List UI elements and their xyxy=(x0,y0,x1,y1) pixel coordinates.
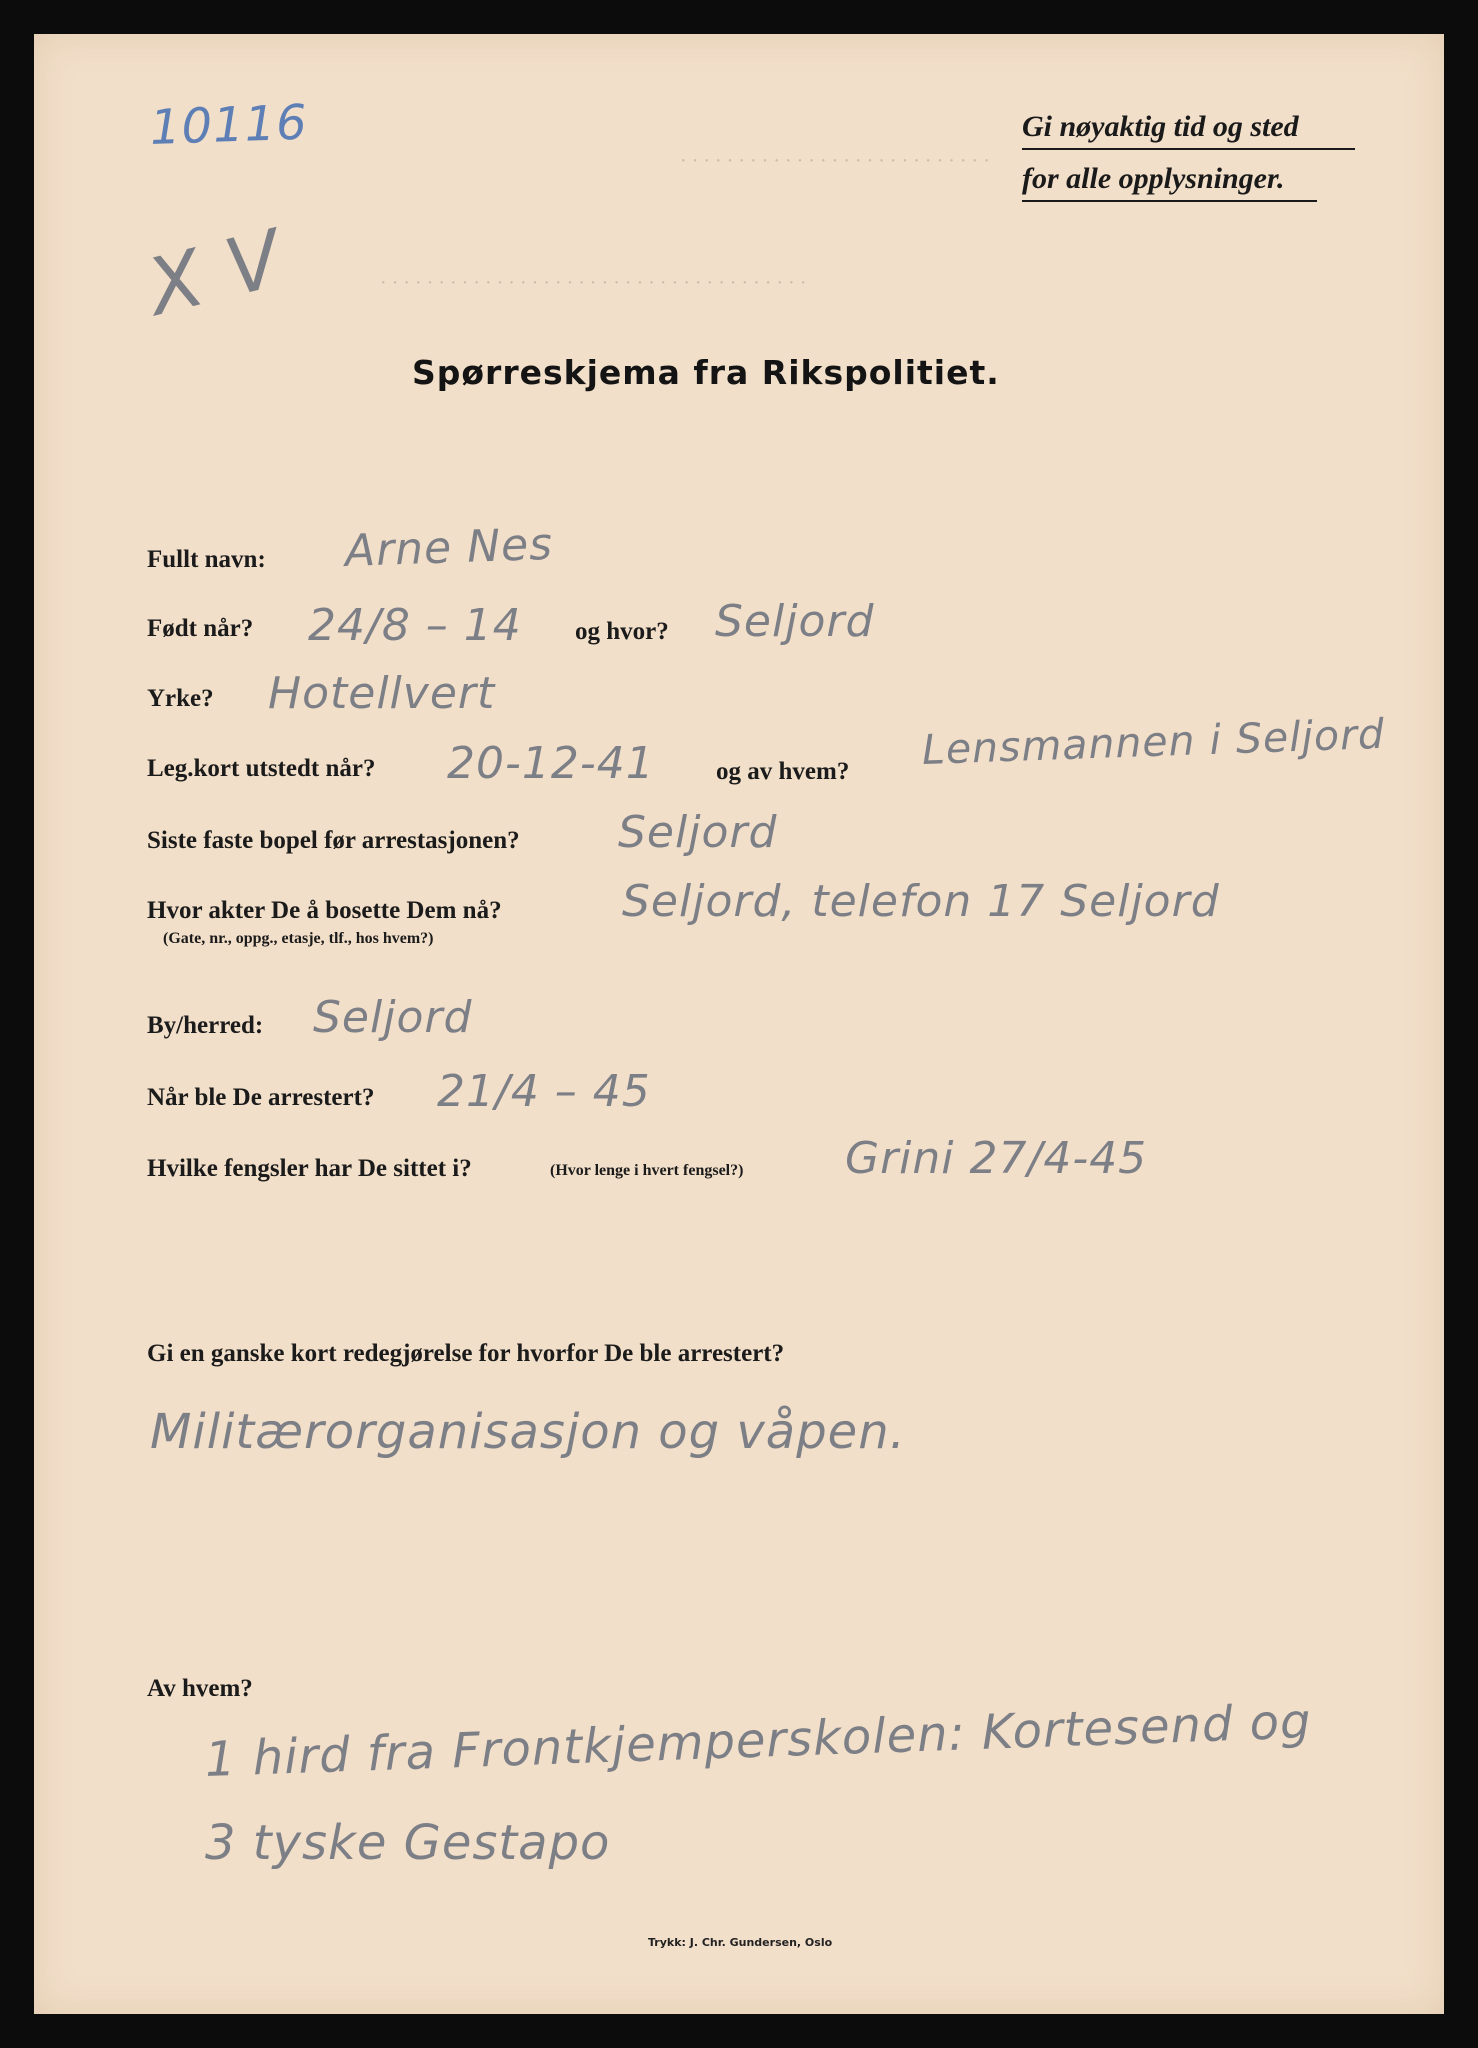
born-where-label: og hvor? xyxy=(575,618,669,645)
occupation-label: Yrke? xyxy=(147,685,214,712)
id-card-by-label: og av hvem? xyxy=(716,758,850,785)
last-residence-label: Siste faste bopel før arrestasjonen? xyxy=(147,827,520,854)
notice-underline-2 xyxy=(1022,200,1317,202)
reason-label: Gi en ganske kort redegjørelse for hvorfor De ble arrestert? xyxy=(147,1340,785,1367)
reason-value: Militærorganisasjon og våpen. xyxy=(150,1404,906,1460)
arrested-when-value: 21/4 – 45 xyxy=(437,1066,651,1117)
occupation-value: Hotellvert xyxy=(268,668,496,719)
full-name-value: Arne Nes xyxy=(344,518,554,577)
corner-mark: X V xyxy=(139,213,292,334)
settle-value: Seljord, telefon 17 Seljord xyxy=(622,876,1220,927)
notice-line-2: for alle opplysninger. xyxy=(1022,162,1285,195)
bleed-through-text: · · · · · · · · · · · · · · · · · · · · · · · · · · · xyxy=(680,150,990,172)
last-residence-value: Seljord xyxy=(618,807,778,858)
settle-label: Hvor akter De å bosette Dem nå? xyxy=(147,897,502,924)
by-whom-value-line-2: 3 tyske Gestapo xyxy=(205,1815,611,1871)
printer-imprint: Trykk: J. Chr. Gundersen, Oslo xyxy=(648,1936,833,1949)
by-whom-value-line-1: 1 hird fra Frontkjemperskolen: Kortesend og xyxy=(204,1693,1313,1788)
page-title: Spørreskjema fra Rikspolitiet. xyxy=(412,353,1000,392)
arrested-when-label: Når ble De arrestert? xyxy=(147,1084,375,1111)
full-name-label: Fullt navn: xyxy=(147,546,266,573)
settle-sublabel: (Gate, nr., oppg., etasje, tlf., hos hvem?) xyxy=(163,930,434,947)
prisons-label: Hvilke fengsler har De sittet i? xyxy=(147,1155,472,1182)
municipality-label: By/herred: xyxy=(147,1012,264,1039)
by-whom-label: Av hvem? xyxy=(147,1675,253,1702)
notice-underline-1 xyxy=(1022,148,1355,150)
id-card-by-value: Lensmannen i Seljord xyxy=(921,709,1386,774)
bleed-through-text: · · · · · · · · · · · · · · · · · · · · · · · · · · · · · · · · · · · · · xyxy=(380,272,807,294)
prisons-value: Grini 27/4-45 xyxy=(845,1133,1148,1184)
prisons-sublabel: (Hvor lenge i hvert fengsel?) xyxy=(550,1162,744,1179)
id-card-when-value: 20-12-41 xyxy=(447,738,655,789)
notice-line-1: Gi nøyaktig tid og sted xyxy=(1022,110,1299,143)
born-where-value: Seljord xyxy=(715,596,875,647)
born-when-value: 24/8 – 14 xyxy=(308,600,522,651)
born-when-label: Født når? xyxy=(147,615,254,642)
municipality-value: Seljord xyxy=(313,992,473,1043)
archive-number: 10116 xyxy=(149,94,309,156)
id-card-when-label: Leg.kort utstedt når? xyxy=(147,755,376,782)
